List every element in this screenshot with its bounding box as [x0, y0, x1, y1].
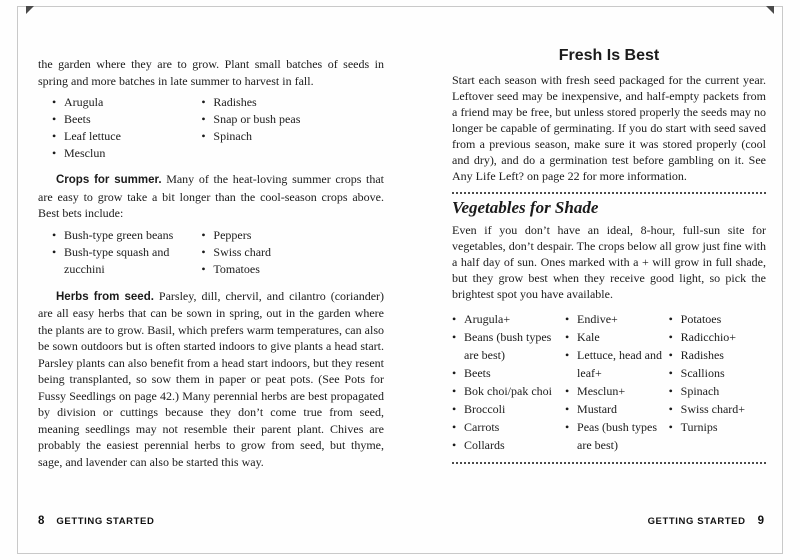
left-page: [38, 56, 384, 470]
right-page-footer: [648, 515, 764, 527]
shade-box-title: Vegetables for Shade: [452, 198, 599, 217]
list-column: [565, 310, 669, 454]
list-item: [52, 94, 201, 111]
list-item: [669, 418, 766, 436]
list-item-label: Broccoli: [464, 402, 506, 416]
list-item: [565, 346, 669, 382]
bullet-icon: •: [452, 438, 457, 452]
list-item: [452, 328, 565, 364]
page-number: 9: [757, 515, 764, 527]
list-item-label: Endive+: [577, 312, 618, 326]
list-item: [52, 145, 201, 162]
bullet-icon: •: [52, 112, 57, 126]
bullet-icon: •: [52, 95, 57, 109]
bullet-icon: •: [668, 420, 673, 434]
list-column: [52, 94, 201, 162]
bullet-icon: •: [452, 330, 457, 344]
list-item: [201, 94, 384, 111]
list-item: [565, 418, 669, 454]
herbs-paragraph: [38, 288, 384, 471]
list-item: [201, 261, 384, 278]
bullet-icon: •: [565, 330, 570, 344]
bullet-icon: •: [565, 420, 570, 434]
list-item-label: Beets: [64, 112, 91, 126]
list-item-label: Scallions: [680, 366, 725, 380]
list-item-label: Arugula+: [464, 312, 511, 326]
shade-box-intro: Even if you don’t have an ideal, 8-hour, full-sun site for vegetables, don’t despair. The crops below all grow just fine with a half day of sun. Ones marked with a + will grow in full shade, but they grow best when they receive good light, so pick the brightest spot you have available.: [452, 223, 766, 301]
bullet-icon: •: [452, 402, 457, 416]
list-item: [452, 382, 565, 400]
list-item-label: Mustard: [577, 402, 618, 416]
list-column: [52, 227, 201, 278]
list-item-label: Tomatoes: [213, 261, 260, 276]
bullet-icon: •: [668, 384, 673, 398]
corner-fold-left-icon: [26, 6, 34, 14]
list-item-label: Collards: [464, 438, 505, 452]
section-title: Fresh Is Best: [558, 47, 660, 64]
list-item-label: Snap or bush peas: [213, 112, 301, 126]
list-item: [52, 244, 201, 278]
list-item: [452, 418, 565, 436]
list-item: [201, 244, 384, 261]
list-item: [565, 328, 669, 346]
list-item-label: Bush-type green beans: [64, 227, 174, 242]
list-item: [452, 436, 565, 454]
bullet-icon: •: [201, 95, 206, 109]
list-item-label: Bush-type squash and zucchini: [64, 244, 170, 276]
list-item-label: Peas (bush types are best): [577, 420, 658, 452]
bullet-icon: •: [201, 112, 206, 126]
list-item: [52, 111, 201, 128]
paragraph-lead-in: Crops for summer.: [56, 174, 162, 186]
list-item-label: Radishes: [680, 348, 724, 362]
list-item-label: Potatoes: [680, 312, 722, 326]
list-item: [565, 310, 669, 328]
list-item-label: Mesclun+: [577, 384, 626, 398]
bullet-icon: •: [201, 261, 206, 276]
left-page-footer: [38, 515, 154, 527]
bullet-icon: •: [201, 227, 206, 242]
list-item: [52, 227, 201, 244]
bullet-icon: •: [452, 384, 457, 398]
list-column: [201, 227, 384, 278]
page-number: 8: [38, 515, 45, 527]
list-item: [565, 400, 669, 418]
list-item: [669, 328, 766, 346]
list-item-label: Beans (bush types are best): [464, 330, 552, 362]
list-item-label: Lettuce, head and leaf+: [577, 348, 662, 380]
bullet-icon: •: [668, 348, 673, 362]
bullet-icon: •: [565, 348, 570, 362]
bullet-icon: •: [452, 312, 457, 326]
bullet-icon: •: [201, 244, 206, 259]
bullet-icon: •: [565, 312, 570, 326]
list-item-label: Peppers: [213, 227, 252, 242]
list-item: [669, 364, 766, 382]
bullet-icon: •: [452, 366, 457, 380]
list-item: [669, 382, 766, 400]
list-item-label: Kale: [577, 330, 600, 344]
list-item: [452, 400, 565, 418]
list-item-label: Radicchio+: [680, 330, 737, 344]
intro-paragraph: the garden where they are to grow. Plant small batches of seeds in spring and more batches in late summer to harvest in fall.: [38, 57, 384, 88]
spring-crops-list: [38, 94, 384, 162]
list-item: [452, 364, 565, 382]
list-item-label: Leaf lettuce: [64, 129, 121, 143]
bullet-icon: •: [52, 227, 57, 242]
running-footer-label: GETTING STARTED: [647, 516, 746, 527]
list-item-label: Swiss chard: [213, 244, 272, 259]
paragraph-text: Parsley, dill, chervil, and cilantro (coriander) are all easy herbs that can be sown in spring, out in the garden where the plants are to grow. Basil, which prefers warm temperatures, can also be sown outdoors but is often started indoors to give plants a head start. Parsley plants can also benefit from a head start indoors, but they resent being transplanted, so sow them in paper or peat pots. (See Pots for Fussy Seedlings on page 42.) Many perennial herbs are best propagated by division or cuttings because they don’t come true from seed, meaning seedlings may not resemble their parent plant. Chives are probably the easiest perennial herbs to grow from seed, but thyme, sage, and lavender can also be started this way.: [38, 288, 385, 469]
list-item-label: Carrots: [464, 420, 500, 434]
bullet-icon: •: [668, 402, 673, 416]
list-item-label: Spinach: [213, 129, 253, 143]
list-item-label: Swiss chard+: [680, 402, 746, 416]
list-item-label: Turnips: [680, 420, 718, 434]
list-column: [669, 310, 766, 454]
list-column: [452, 310, 565, 454]
bullet-icon: •: [668, 330, 673, 344]
list-item-label: Mesclun: [64, 146, 106, 160]
list-item-label: Arugula: [64, 95, 104, 109]
list-item: [669, 310, 766, 328]
list-item: [201, 128, 384, 145]
bullet-icon: •: [452, 420, 457, 434]
list-item-label: Beets: [464, 366, 491, 380]
bullet-icon: •: [668, 312, 673, 326]
bullet-icon: •: [565, 384, 570, 398]
shade-crops-list: [452, 310, 766, 454]
list-item-label: Radishes: [213, 95, 257, 109]
list-item: [669, 346, 766, 364]
list-item: [52, 128, 201, 145]
list-item: [452, 310, 565, 328]
list-item-label: Spinach: [680, 384, 720, 398]
paragraph-text: Many of the heat-loving summer crops that are easy to grow take a bit longer than the cool-season crops above. Best bets include:: [38, 172, 385, 220]
summer-crops-list: [38, 227, 384, 278]
list-item-label: Bok choi/pak choi: [464, 384, 552, 398]
paragraph-lead-in: Herbs from seed.: [56, 290, 154, 303]
fresh-is-best-paragraph: Start each season with fresh seed packaged for the current year. Leftover seed may be inexpensive, and half-empty packets from a friend may be free, but unless stored properly the seeds may no longer be capable of germinating. If you do start with seed saved from a previous season, make sure it was stored properly (cool and dry), and do a germination test before gambling on it. See Any Life Left? on page 22 for more information.: [452, 73, 766, 183]
right-page: [452, 46, 766, 468]
list-column: [201, 94, 384, 162]
corner-fold-right-icon: [766, 6, 774, 14]
list-item: [565, 382, 669, 400]
list-item: [669, 400, 766, 418]
bullet-icon: •: [52, 129, 57, 143]
bullet-icon: •: [201, 129, 206, 143]
bullet-icon: •: [52, 244, 57, 259]
vegetables-for-shade-box: [452, 192, 766, 464]
running-footer-label: GETTING STARTED: [56, 516, 155, 527]
bullet-icon: •: [52, 146, 57, 160]
list-item: [201, 227, 384, 244]
dotted-rule-top: [452, 192, 766, 194]
summer-crops-paragraph: [38, 171, 384, 222]
bullet-icon: •: [668, 366, 673, 380]
bullet-icon: •: [565, 402, 570, 416]
list-item: [201, 111, 384, 128]
dotted-rule-bottom: [452, 462, 766, 464]
